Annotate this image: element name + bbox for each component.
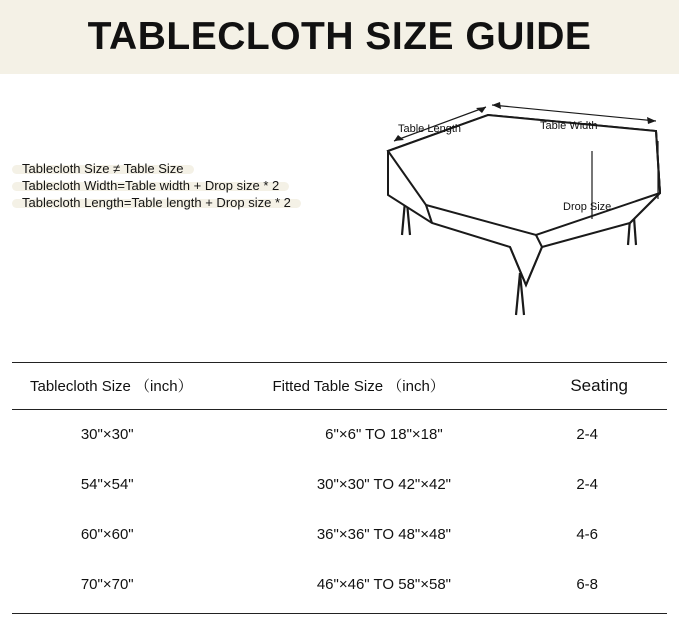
table-row [12,410,667,461]
header-banner [0,0,679,74]
table-body [12,410,667,611]
page-title: TABLECLOTH SIZE GUIDE [87,15,592,58]
cell-fitted-size: 6"×6" TO 18"×18" [325,426,443,443]
size-table [12,362,667,610]
header-fitted-table-size: Fitted Table Size （inch） [262,363,531,410]
label-table-length: Table Length [398,123,461,135]
header-seating: Seating [531,363,667,410]
table-bottom-rule [12,613,667,614]
cell-seating: 2-4 [576,476,599,493]
note-size-not-equal: Tablecloth Size ≠ Table Size [12,165,194,174]
table-row [12,510,667,560]
cell-fitted-size: 36"×36" TO 48"×48" [316,526,452,543]
note-width-formula: Tablecloth Width=Table width + Drop size * 2 [12,182,289,191]
cell-fitted-size: 46"×46" TO 58"×58" [316,576,452,593]
header-tablecloth-size: Tablecloth Size （inch） [12,363,262,410]
cell-cloth-size: 60"×60" [80,526,134,543]
tablecloth-illustration [360,95,679,340]
table-head [12,363,667,410]
formula-notes [12,161,392,216]
cell-cloth-size: 70"×70" [80,576,134,593]
note-row [12,195,392,216]
cell-cloth-size: 30"×30" [80,426,134,443]
table-row [12,560,667,610]
cell-seating: 6-8 [576,576,599,593]
label-table-width: Table Width [540,120,598,132]
table-header-row [12,363,667,410]
cell-fitted-size: 30"×30" TO 42"×42" [316,476,452,493]
cell-seating: 4-6 [576,526,599,543]
cell-seating: 2-4 [576,426,599,443]
table-row [12,460,667,510]
cell-cloth-size: 54"×54" [80,476,134,493]
label-drop-size: Drop Size [563,201,612,213]
note-length-formula: Tablecloth Length=Table length + Drop size * 2 [12,199,301,208]
